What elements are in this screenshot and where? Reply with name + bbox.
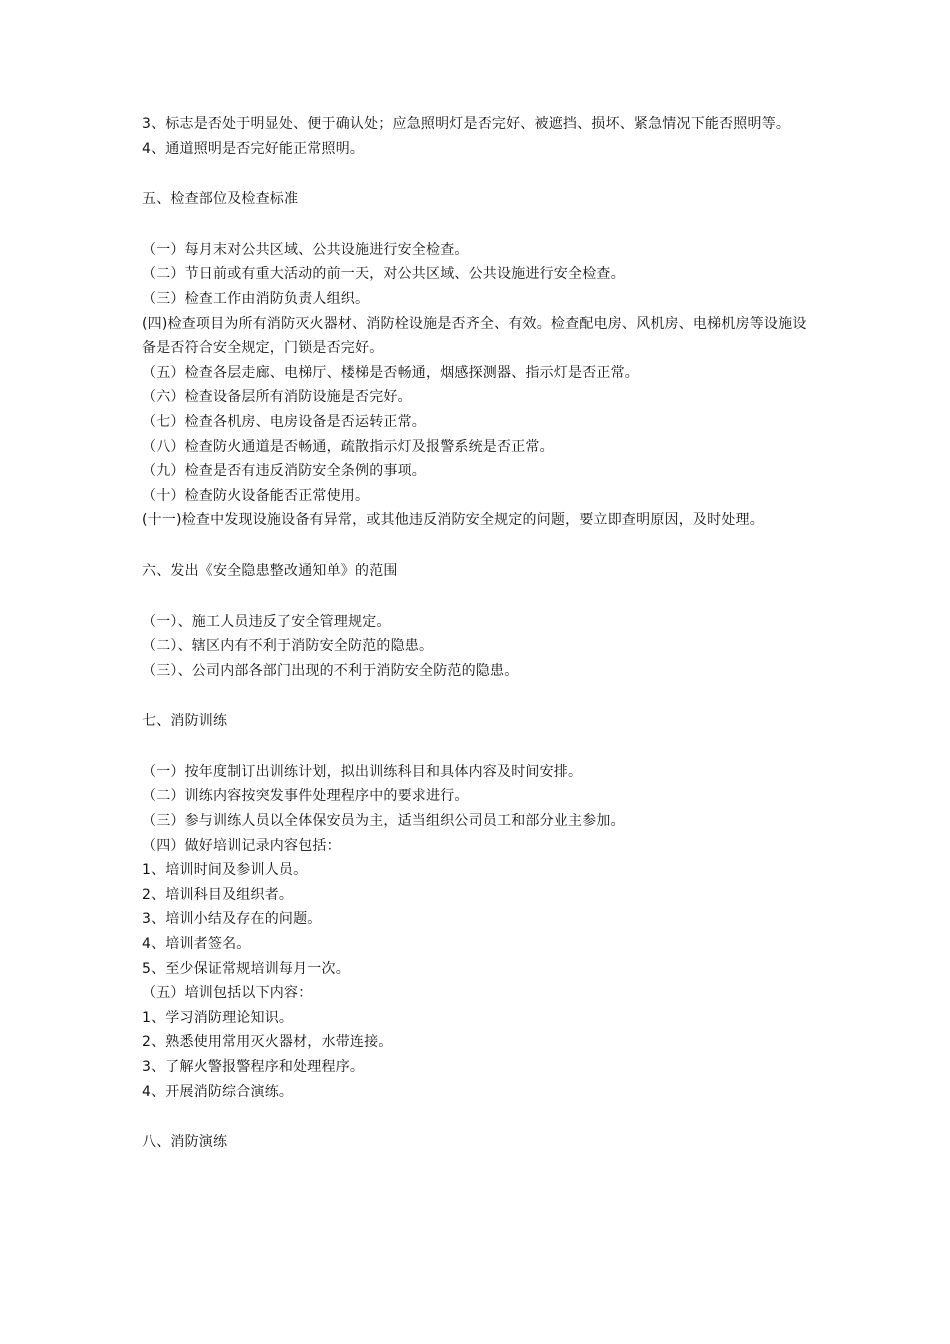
paragraph: 3、标志是否处于明显处、便于确认处；应急照明灯是否完好、被遮挡、损坏、紧急情况下能否照明等。 — [142, 116, 791, 132]
list-item: （三）参与训练人员以全体保安员为主，适当组织公司员工和部分业主参加。 — [142, 813, 625, 830]
list-item: 1、学习消防理论知识。 — [142, 1009, 294, 1026]
list-item: （五）检查各层走廊、电梯厅、楼梯是否畅通，烟感探测器、指示灯是否正常。 — [142, 364, 639, 381]
list-item: （二）节日前或有重大活动的前一天，对公共区域、公共设施进行安全检查。 — [142, 266, 625, 283]
list-item: 1、培训时间及参训人员。 — [142, 862, 308, 879]
section-heading-7: 七、消防训练 — [142, 713, 228, 730]
list-item: （三）检查工作由消防负责人组织。 — [142, 290, 370, 307]
list-item: 5、至少保证常规培训每月一次。 — [142, 960, 350, 977]
intro-block — [142, 112, 812, 161]
list-item: 4、开展消防综合演练。 — [142, 1083, 294, 1100]
list-item: （二）、辖区内有不利于消防安全防范的隐患。 — [142, 638, 434, 655]
list-item: （八）检查防火通道是否畅通，疏散指示灯及报警系统是否正常。 — [142, 438, 554, 455]
list-item: （一）按年度制订出训练计划，拟出训练科目和具体内容及时间安排。 — [142, 763, 583, 780]
document-page — [142, 112, 812, 1181]
section-heading-5: 五、检查部位及检查标准 — [142, 191, 299, 208]
list-item: (四)检查项目为所有消防灭火器材、消防栓设施是否齐全、有效。检查配电房、风机房、电梯机房等设施设备是否符合安全规定，门锁是否完好。 — [142, 315, 807, 357]
paragraph: 4、通道照明是否完好能正常照明。 — [142, 140, 365, 157]
list-item: 2、熟悉使用常用灭火器材，水带连接。 — [142, 1034, 393, 1051]
list-item: 3、培训小结及存在的问题。 — [142, 911, 322, 928]
list-item: （十）检查防火设备能否正常使用。 — [142, 487, 370, 504]
list-item: （七）检查各机房、电房设备是否运转正常。 — [142, 413, 426, 430]
list-item: （二）训练内容按突发事件处理程序中的要求进行。 — [142, 788, 469, 805]
list-item: （一）、施工人员违反了安全管理规定。 — [142, 613, 391, 630]
list-item: （三）、公司内部各部门出现的不利于消防安全防范的隐患。 — [142, 662, 519, 679]
list-item: （五）培训包括以下内容： — [142, 985, 313, 1002]
list-item: (十一)检查中发现设施设备有异常，或其他违反消防安全规定的问题，要立即查明原因，及时处理。 — [142, 512, 764, 529]
list-item: 4、培训者签名。 — [142, 936, 251, 953]
list-item: （四）做好培训记录内容包括： — [142, 837, 341, 854]
section-7-list — [142, 760, 812, 1104]
list-item: （九）检查是否有违反消防安全条例的事项。 — [142, 463, 426, 480]
section-heading-8: 八、消防演练 — [142, 1134, 228, 1151]
section-heading-6: 六、发出《安全隐患整改通知单》的范围 — [142, 562, 398, 579]
list-item: （六）检查设备层所有消防设施是否完好。 — [142, 389, 412, 406]
list-item: 3、了解火警报警程序和处理程序。 — [142, 1059, 365, 1075]
section-6-list — [142, 610, 812, 684]
list-item: （一）每月末对公共区域、公共设施进行安全检查。 — [142, 241, 469, 258]
section-5-list — [142, 238, 812, 533]
list-item: 2、培训科目及组织者。 — [142, 886, 294, 903]
